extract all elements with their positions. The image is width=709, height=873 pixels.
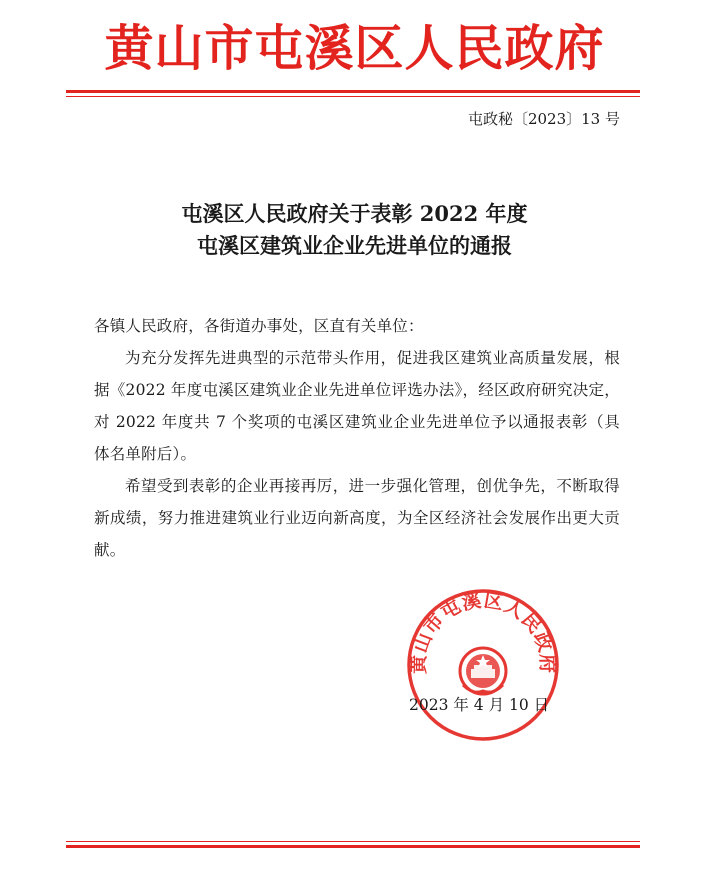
- header-rule-thin: [66, 96, 640, 97]
- body-paragraph: 希望受到表彰的企业再接再厉，进一步强化管理，创优争先，不断取得新成绩，努力推进建筑业行业迈向新高度，为全区经济社会发展作出更大贡献。: [94, 477, 620, 559]
- salutation: 各镇人民政府，各街道办事处，区直有关单位：: [94, 317, 424, 335]
- document-title-line: 屯溪区人民政府关于表彰 2022 年度: [181, 201, 528, 226]
- svg-text:黄山市屯溪区人民政府: 黄山市屯溪区人民政府: [407, 589, 559, 675]
- document-title: [0, 198, 709, 262]
- issuer-header: 黄山市屯溪区人民政府: [104, 19, 605, 77]
- document-number: 屯政秘〔2023〕13 号: [467, 110, 620, 128]
- footer-rule-thick: [66, 845, 640, 848]
- official-seal-stamp: [405, 587, 561, 743]
- body-paragraph: 为充分发挥先进典型的示范带头作用，促进我区建筑业高质量发展，根据《2022 年度屯溪区建筑业企业先进单位评选办法》，经区政府研究决定，对 2022 年度共 7 个奖项的屯溪区建筑业企业先进单位予以通报表彰（具体名单附后）。: [94, 349, 620, 463]
- issue-date: 2023 年 4 月 10 日: [409, 696, 550, 714]
- national-emblem-icon: [460, 648, 506, 694]
- document-body: [94, 310, 620, 566]
- footer-rule-thin: [66, 841, 640, 842]
- document-title-line: 屯溪区建筑业企业先进单位的通报: [197, 233, 512, 258]
- header-rule-thick: [66, 90, 640, 93]
